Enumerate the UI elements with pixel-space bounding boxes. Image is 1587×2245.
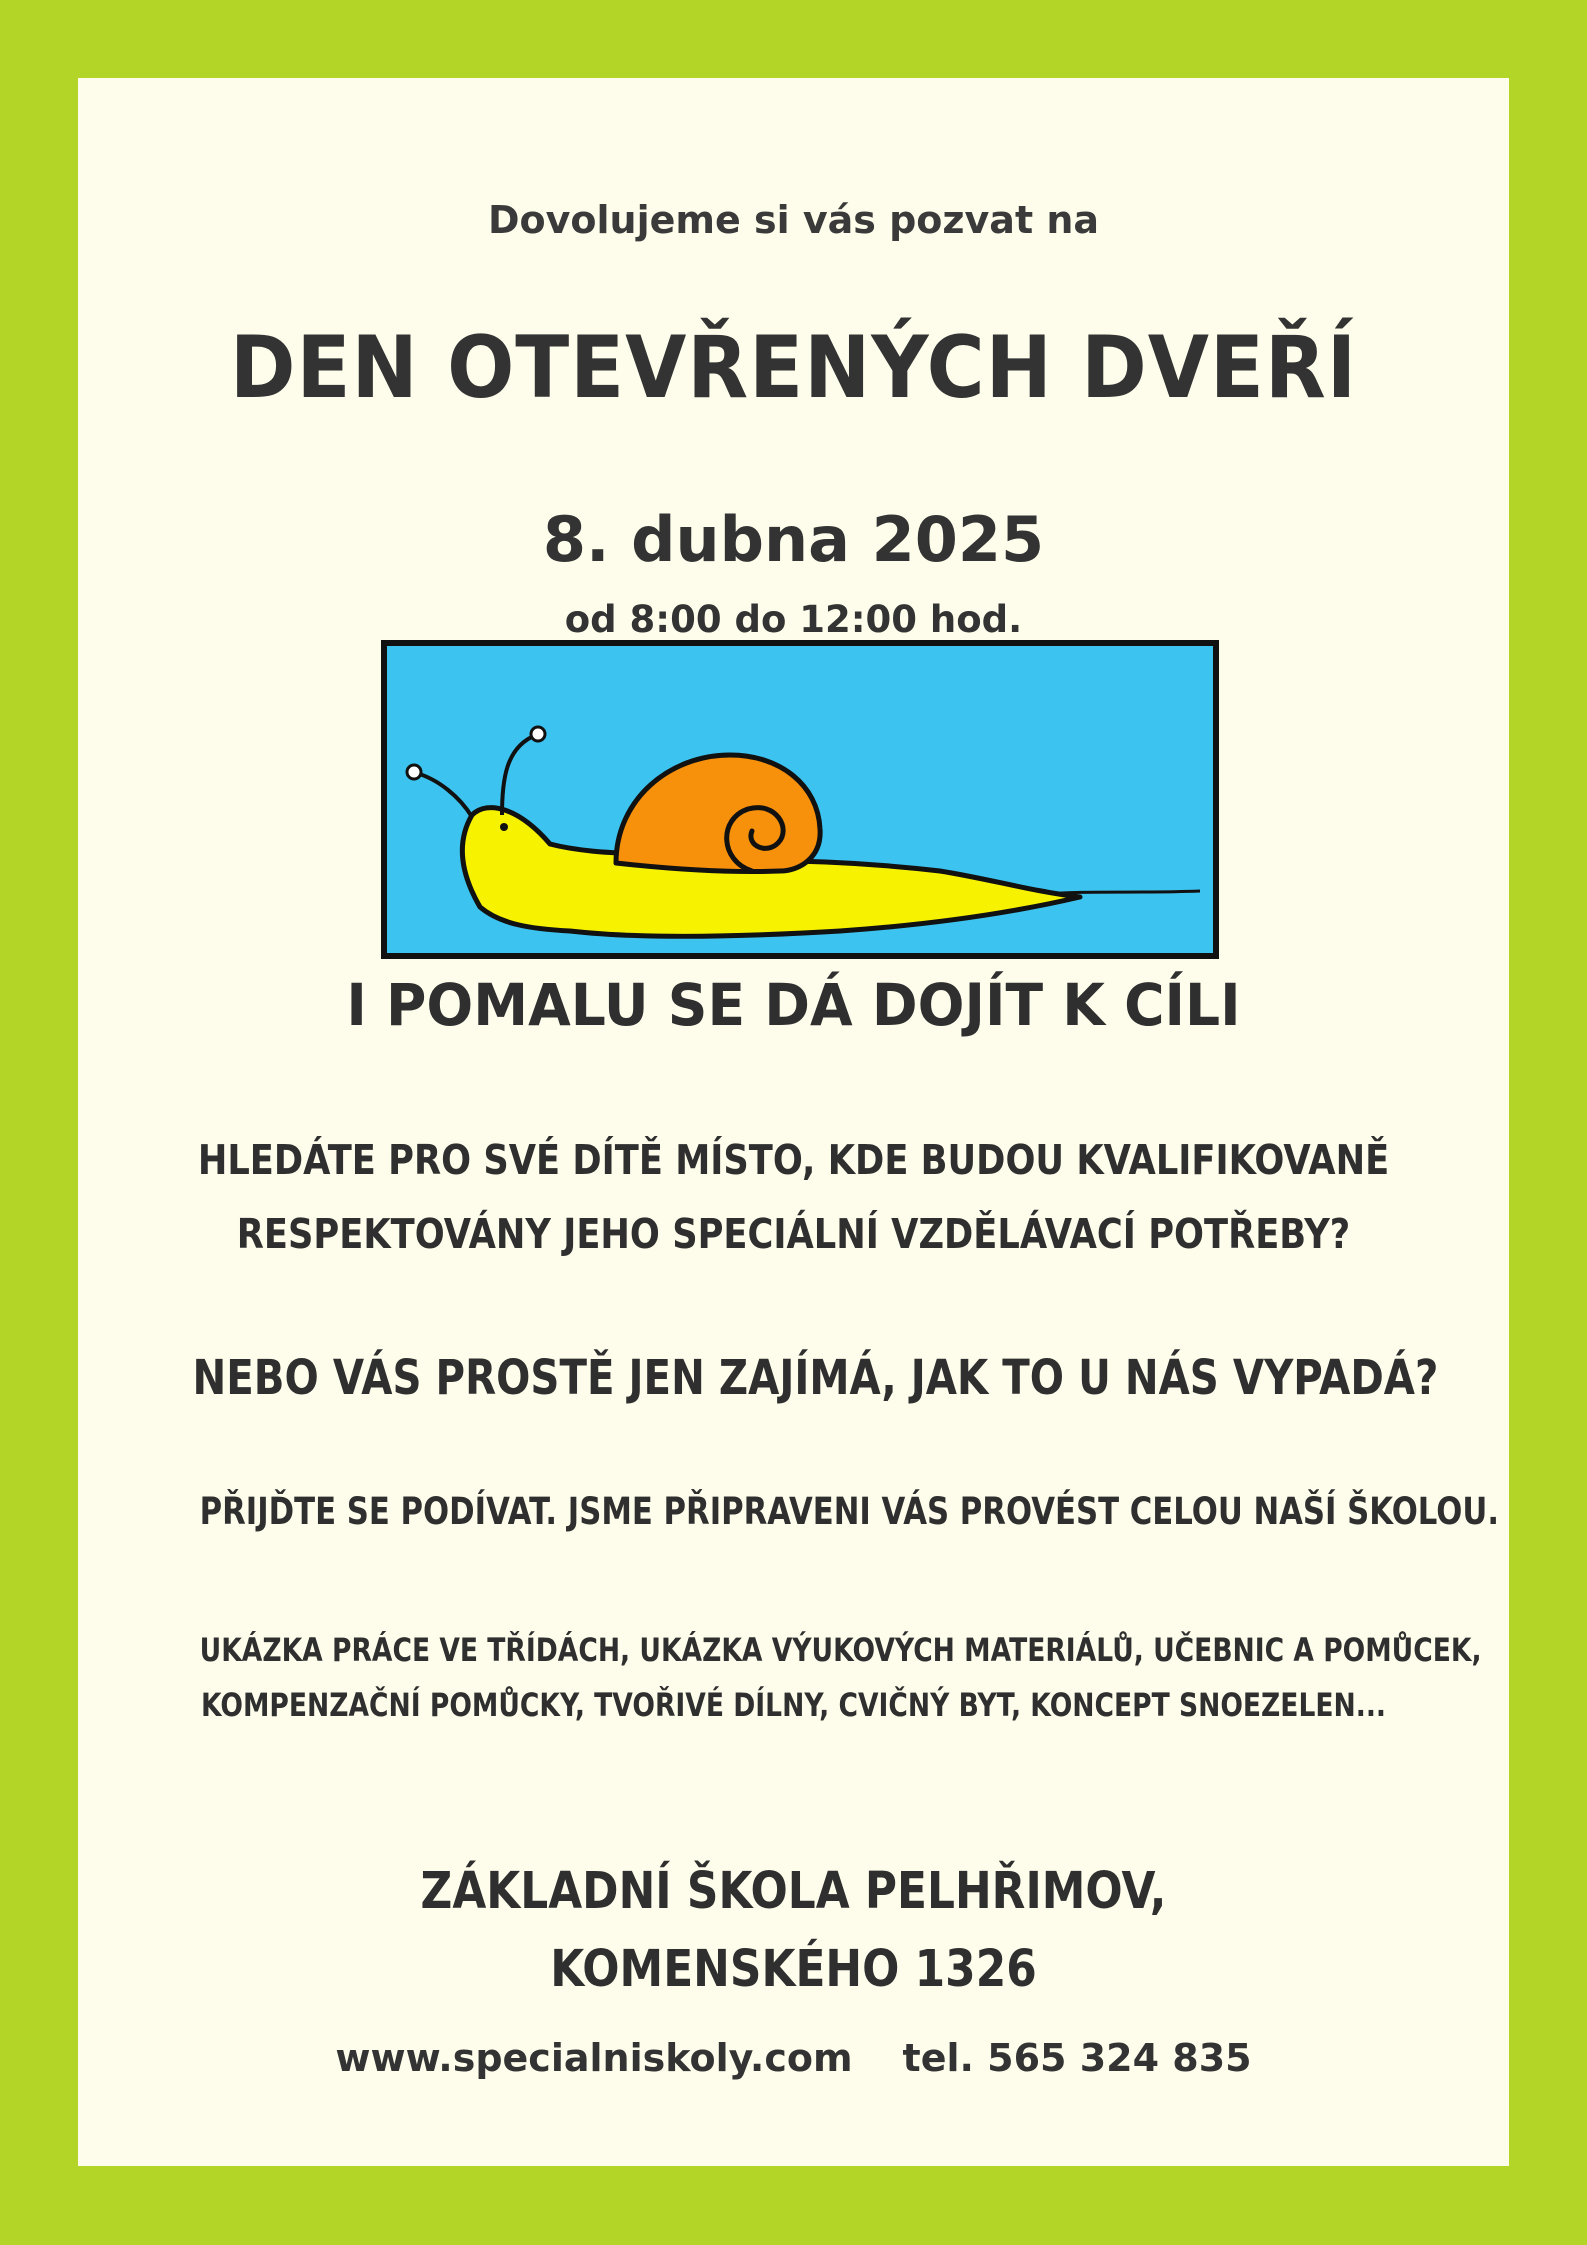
question-block — [178, 1123, 1409, 1271]
question-line-2: RESPEKTOVÁNY JEHO SPECIÁLNÍ VZDĚLÁVACÍ POTŘEBY? — [236, 1210, 1351, 1258]
website-link[interactable]: www.specialniskoly.com — [335, 2036, 853, 2080]
school-name: ZÁKLADNÍ ŠKOLA PELHŘIMOV, — [420, 1862, 1167, 1921]
poster-card — [78, 78, 1509, 2166]
contacts — [78, 2036, 1509, 2080]
invitation-text: Dovolujeme si vás pozvat na — [487, 198, 1100, 242]
snail-eye — [500, 823, 508, 831]
slogan: I POMALU SE DÁ DOJÍT K CÍLI — [346, 971, 1241, 1039]
question-2: NEBO VÁS PROSTĚ JEN ZAJÍMÁ, JAK TO U NÁS VYPADÁ? — [192, 1350, 1439, 1406]
snail-antenna-left-tip — [407, 765, 421, 779]
event-time: od 8:00 do 12:00 hod. — [564, 598, 1023, 641]
snail-antenna-right-tip — [531, 727, 545, 741]
snail-illustration — [380, 639, 1220, 960]
event-date: 8. dubna 2025 — [542, 503, 1045, 576]
program-line-1: UKÁZKA PRÁCE VE TŘÍDÁCH, UKÁZKA VÝUKOVÝCH MATERIÁLŮ, UČEBNIC A POMŮCEK, — [199, 1631, 1482, 1669]
program-line-2: KOMPENZAČNÍ POMŮCKY, TVOŘIVÉ DÍLNY, CVIČNÝ BYT, KONCEPT SNOEZELEN... — [200, 1686, 1387, 1724]
school-street: KOMENSKÉHO 1326 — [550, 1940, 1037, 1999]
invite-text: PŘIJĎTE SE PODÍVAT. JSME PŘIPRAVENI VÁS PROVÉST CELOU NAŠÍ ŠKOLOU. — [199, 1490, 1499, 1533]
school-address — [178, 1853, 1409, 2009]
phone-number: tel. 565 324 835 — [902, 2036, 1252, 2080]
poster-title: DEN OTEVŘENÝCH DVEŘÍ — [229, 318, 1358, 418]
program-list — [199, 1623, 1482, 1733]
question-line-1: HLEDÁTE PRO SVÉ DÍTĚ MÍSTO, KDE BUDOU KVALIFIKOVANĚ — [197, 1136, 1390, 1184]
